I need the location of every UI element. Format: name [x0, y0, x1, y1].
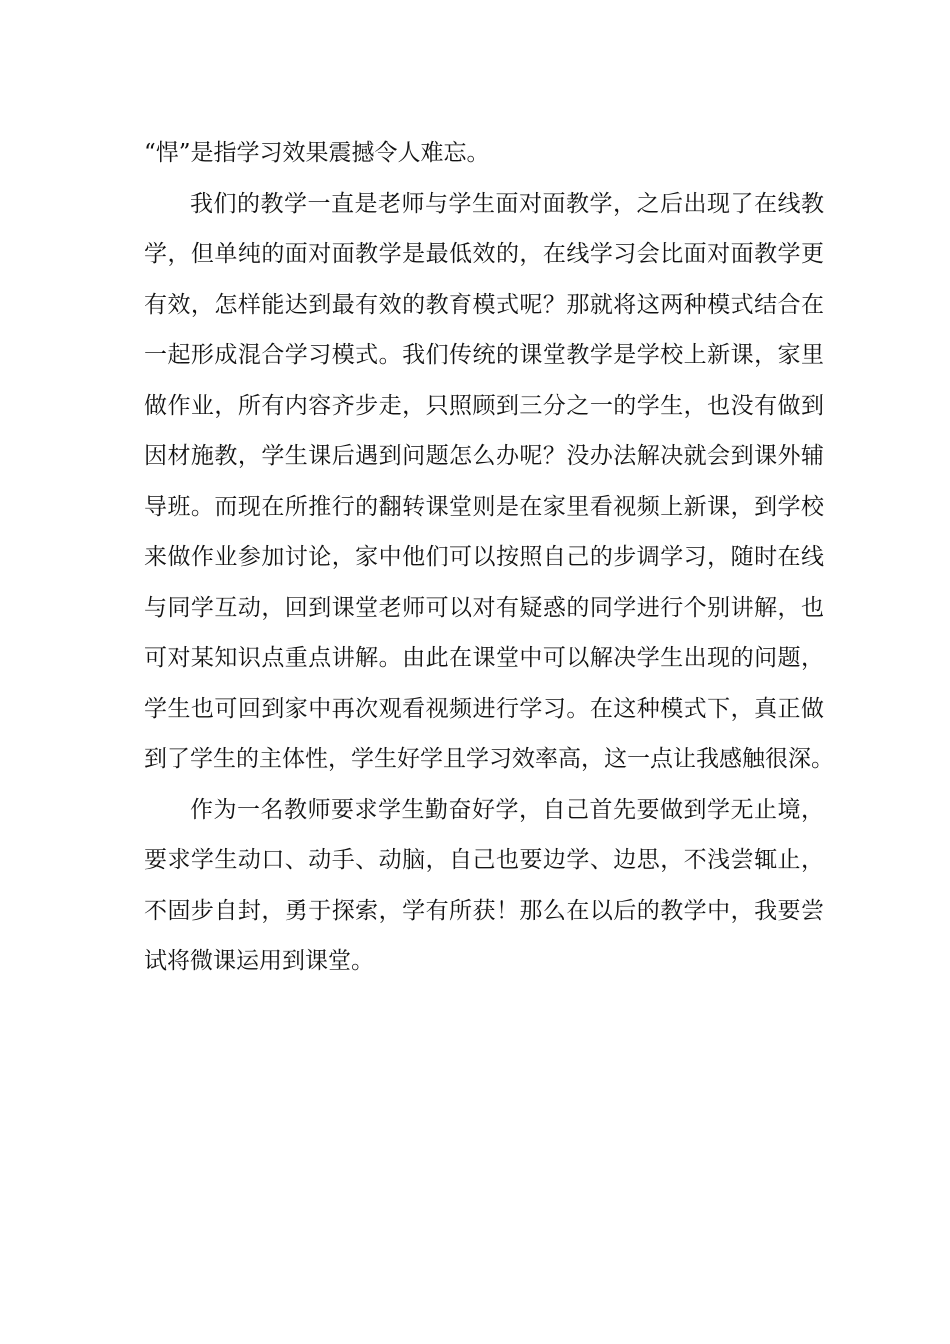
text-line: 来做作业参加讨论，家中他们可以按照自己的步调学习，随时在线 [144, 544, 824, 570]
text-line: 试将微课运用到课堂。 [144, 948, 374, 974]
text-line: 不固步自封，勇于探索，学有所获！那么在以后的教学中，我要尝 [144, 897, 824, 924]
text-line: 与同学互动，回到课堂老师可以对有疑惑的同学进行个别讲解，也 [144, 594, 824, 621]
text-line: 做作业，所有内容齐步走，只照顾到三分之一的学生，也没有做到 [144, 392, 824, 419]
paragraph-start-line: 我们的教学一直是老师与学生面对面教学，之后出现了在线教 [190, 190, 824, 217]
text-line: 有效，怎样能达到最有效的教育模式呢？那就将这两种模式结合在 [144, 291, 824, 318]
text-line: 可对某知识点重点讲解。由此在课堂中可以解决学生出现的问题， [144, 645, 824, 671]
body-text [144, 128, 834, 987]
paragraph-start-line: 作为一名教师要求学生勤奋好学，自己首先要做到学无止境， [190, 796, 824, 823]
text-line: 学生也可回到家中再次观看视频进行学习。在这种模式下，真正做 [144, 695, 824, 722]
text-line: 导班。而现在所推行的翻转课堂则是在家里看视频上新课，到学校 [144, 493, 824, 520]
text-line: 要求学生动口、动手、动脑，自己也要边学、边思，不浅尝辄止， [144, 847, 824, 873]
text-line: 一起形成混合学习模式。我们传统的课堂教学是学校上新课，家里 [144, 342, 824, 368]
text-line: 学，但单纯的面对面教学是最低效的，在线学习会比面对面教学更 [144, 241, 824, 267]
text-line: 到了学生的主体性，学生好学且学习效率高，这一点让我感触很深。 [144, 746, 834, 772]
text-line: “悍”是指学习效果震撼令人难忘。 [144, 140, 490, 166]
text-line: 因材施教，学生课后遇到问题怎么办呢？没办法解决就会到课外辅 [144, 443, 824, 469]
